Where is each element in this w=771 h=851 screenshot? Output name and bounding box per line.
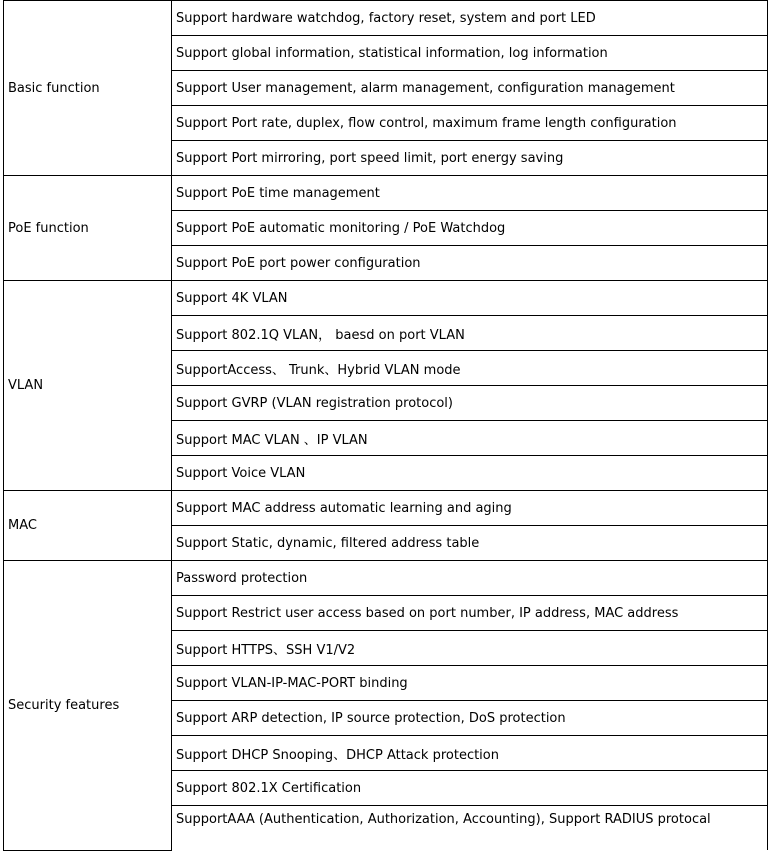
feature-cell: Support HTTPS、SSH V1/V2 bbox=[172, 631, 768, 666]
feature-cell: Support Port mirroring, port speed limit, port energy saving bbox=[172, 141, 768, 176]
category-cell: Basic function bbox=[4, 1, 172, 176]
category-cell: MAC bbox=[4, 491, 172, 561]
table-row bbox=[4, 561, 768, 596]
feature-cell: Support PoE time management bbox=[172, 176, 768, 211]
feature-cell: Support ARP detection, IP source protection, DoS protection bbox=[172, 701, 768, 736]
feature-cell: Support Voice VLAN bbox=[172, 456, 768, 491]
feature-cell: Support 802.1Q VLAN， baesd on port VLAN bbox=[172, 316, 768, 351]
feature-spec-table bbox=[3, 0, 768, 851]
table-row bbox=[4, 281, 768, 316]
feature-cell: Support GVRP (VLAN registration protocol) bbox=[172, 386, 768, 421]
category-cell: PoE function bbox=[4, 176, 172, 281]
feature-cell: Support User management, alarm management, configuration management bbox=[172, 71, 768, 106]
category-cell: VLAN bbox=[4, 281, 172, 491]
feature-cell: Support PoE automatic monitoring / PoE Watchdog bbox=[172, 211, 768, 246]
feature-cell: Support Port rate, duplex, flow control, maximum frame length configuration bbox=[172, 106, 768, 141]
table-row bbox=[4, 491, 768, 526]
feature-cell: Support PoE port power configuration bbox=[172, 246, 768, 281]
feature-cell: Support DHCP Snooping、DHCP Attack protection bbox=[172, 736, 768, 771]
feature-spec-body bbox=[4, 1, 768, 851]
feature-cell: Support 4K VLAN bbox=[172, 281, 768, 316]
feature-cell: Support MAC VLAN 、IP VLAN bbox=[172, 421, 768, 456]
feature-cell: Support Restrict user access based on port number, IP address, MAC address bbox=[172, 596, 768, 631]
feature-cell: Support MAC address automatic learning and aging bbox=[172, 491, 768, 526]
feature-cell: Support Static, dynamic, filtered address table bbox=[172, 526, 768, 561]
feature-cell: Support VLAN-IP-MAC-PORT binding bbox=[172, 666, 768, 701]
table-row bbox=[4, 1, 768, 36]
feature-cell: Support hardware watchdog, factory reset, system and port LED bbox=[172, 1, 768, 36]
category-cell: Security features bbox=[4, 561, 172, 851]
feature-cell: Support global information, statistical information, log information bbox=[172, 36, 768, 71]
feature-cell: SupportAAA (Authentication, Authorization, Accounting), Support RADIUS protocal bbox=[172, 806, 768, 851]
feature-cell: Support 802.1X Certification bbox=[172, 771, 768, 806]
table-row bbox=[4, 176, 768, 211]
feature-cell: SupportAccess、 Trunk、Hybrid VLAN mode bbox=[172, 351, 768, 386]
feature-cell: Password protection bbox=[172, 561, 768, 596]
